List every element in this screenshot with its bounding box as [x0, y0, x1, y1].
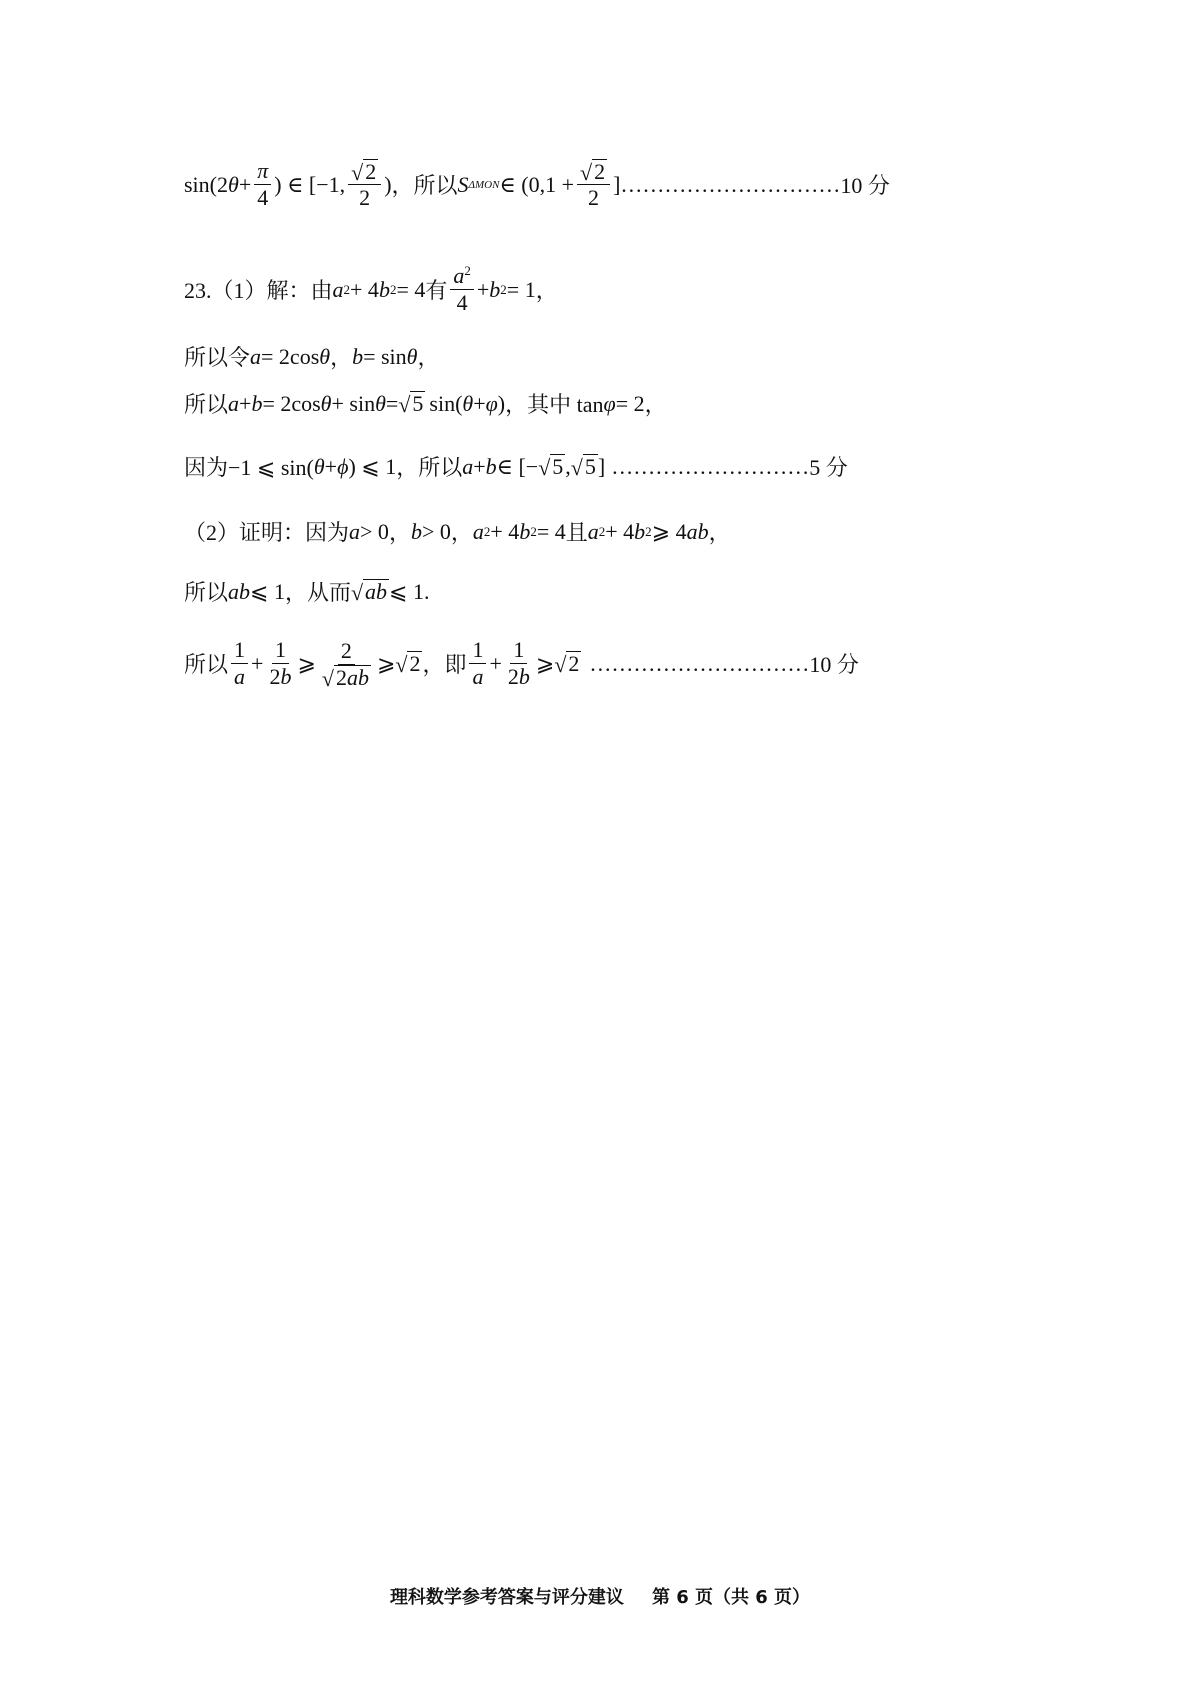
text: ) ⩽ 1	[348, 453, 397, 479]
var: a	[228, 390, 240, 416]
theta: θ	[375, 390, 386, 416]
numerator: 1	[272, 637, 289, 664]
denominator: 4	[456, 290, 468, 315]
var: b	[251, 390, 263, 416]
numerator: 1	[510, 637, 527, 664]
text: 所以令	[184, 345, 251, 370]
question-number: 23.（1）解：由	[184, 278, 333, 303]
text: + 4	[490, 518, 520, 544]
exponent: 2	[464, 263, 471, 279]
text: ，所以	[396, 455, 463, 480]
sqrt: √ 2	[577, 159, 610, 185]
var: b	[410, 518, 422, 544]
radicand: 2	[594, 158, 606, 184]
text: > 0	[421, 518, 451, 544]
text: ⩾	[297, 650, 316, 676]
radicand: 2	[409, 651, 421, 676]
radicand: 2	[365, 158, 377, 184]
text: > 0	[360, 518, 389, 544]
footer-title: 理科数学参考答案与评分建议	[389, 1587, 624, 1608]
numerator: 2	[338, 638, 355, 665]
radicand: 5	[412, 391, 424, 416]
var: b	[634, 518, 646, 544]
numerator: 1	[469, 637, 486, 664]
formula-line-6: （2）证明：因为 a > 0 ， b > 0 ， a 2 + 4 b 2 = 4 且 a 2 + 4 b 2 ⩾ 4 ab ，	[184, 516, 731, 547]
score-note: 5 分	[809, 455, 848, 480]
text: +	[324, 453, 338, 479]
text: ⩾ 4	[651, 518, 687, 544]
radicand: 2	[568, 651, 580, 676]
phi: φ	[485, 390, 498, 416]
text: =	[385, 390, 399, 416]
numerator: π	[254, 158, 271, 185]
var: b	[280, 664, 292, 689]
text: +	[476, 276, 490, 302]
phi: ϕ	[337, 453, 349, 479]
var: b	[352, 343, 364, 369]
sqrt: √ ab	[350, 579, 388, 605]
page-footer	[0, 1583, 1200, 1609]
coef: 2	[507, 664, 519, 689]
text: +	[251, 650, 264, 676]
text: +	[489, 650, 502, 676]
leader-dots: ………………………	[611, 453, 810, 479]
text: ⩾	[376, 650, 396, 676]
text: ]	[613, 171, 621, 197]
text: ，所以	[391, 173, 458, 198]
var: b	[485, 453, 497, 479]
text: （2）证明：因为	[184, 520, 350, 545]
text: +	[239, 390, 252, 416]
leader-dots: …………………………	[620, 171, 841, 197]
theta: θ	[406, 343, 418, 369]
text: )	[497, 390, 506, 416]
text: ，	[644, 392, 667, 417]
radicand: 5	[584, 454, 596, 479]
text: = 2cos	[262, 390, 321, 416]
radicand: ab	[365, 579, 388, 604]
var: a	[453, 263, 465, 288]
theta: θ	[462, 390, 474, 416]
fraction-sqrt2-over-2	[348, 159, 381, 211]
text: ，	[535, 278, 558, 303]
text: ，	[450, 520, 473, 545]
fraction-1-over-a	[231, 637, 248, 690]
var: a	[332, 276, 344, 302]
score-note: 10 分	[840, 173, 890, 198]
text: ，	[708, 520, 731, 545]
text: 所以	[184, 652, 229, 677]
leader-dots: …………………………	[589, 650, 810, 676]
text: = sin	[363, 343, 407, 369]
text: ，	[330, 345, 353, 370]
text: +	[238, 171, 252, 197]
text: ∈ [−	[496, 453, 539, 479]
phi: φ	[603, 390, 616, 416]
text: 因为−1 ⩽ sin(	[184, 455, 314, 480]
text: = 2	[615, 390, 645, 416]
denominator: 2	[588, 184, 600, 210]
formula-line-2: 23.（1）解：由 a 2 + 4 b 2 = 4 有 $\frac{a^2}{4}$ + b 2 = 1 ，	[184, 263, 558, 315]
radicand: 5	[552, 454, 564, 479]
var: a	[587, 518, 599, 544]
var: ab	[686, 518, 709, 544]
fraction-a2-over-4	[450, 263, 474, 316]
text: + 4	[605, 518, 635, 544]
var: b	[378, 276, 390, 302]
text: ∈ (0,1 +	[499, 171, 574, 197]
fraction-2-over-sqrt2ab	[319, 638, 374, 690]
formula-line-1: sin(2 θ + $\frac{\pi}{4}$ ) ∈ [−1, √ 2 2 ) ，所以 S ΔMON ∈ (0,1 + √ 2 2 ] ………………………… 10 分	[184, 158, 890, 210]
score-note: 10 分	[809, 652, 859, 677]
text: +	[473, 390, 486, 416]
var: b	[518, 664, 530, 689]
theta: θ	[320, 390, 332, 416]
coef: 2	[269, 664, 281, 689]
var: a	[462, 453, 474, 479]
theta: θ	[313, 453, 325, 479]
text: ，从而	[284, 580, 351, 605]
sqrt: √ 2	[348, 159, 381, 185]
text: 所以	[184, 580, 229, 605]
text: ，其中 tan	[505, 392, 604, 417]
text: = 4	[396, 276, 426, 302]
sqrt: √ 2	[395, 651, 421, 677]
text: ,	[565, 453, 571, 479]
var: b	[519, 518, 531, 544]
sqrt: √ 5	[538, 454, 564, 480]
text: 且	[565, 520, 588, 545]
sqrt: √ 2	[554, 651, 580, 677]
text: )	[384, 171, 392, 197]
formula-line-5	[184, 451, 848, 482]
coef: 2	[335, 664, 347, 690]
text: = 1	[506, 276, 536, 302]
sqrt: √ 5	[398, 391, 424, 417]
text: ，	[388, 520, 411, 545]
fraction-1-over-a	[469, 637, 486, 690]
text: = 2cos	[261, 343, 320, 369]
page-number: 第 6 页（共 6 页）	[651, 1587, 811, 1608]
text: ⩾	[535, 650, 555, 676]
formula-line-8	[184, 637, 859, 690]
text: ) ∈ [−1,	[274, 171, 346, 197]
text: ，	[417, 345, 440, 370]
var: ab	[228, 578, 251, 604]
var: a	[250, 343, 262, 369]
var: a	[349, 518, 361, 544]
formula-line-7	[184, 576, 429, 607]
sqrt: √ 2ab	[321, 664, 369, 691]
denominator: 4	[257, 185, 269, 210]
text: ，即	[422, 652, 467, 677]
denominator: a	[234, 664, 246, 689]
fraction-1-over-2b	[266, 637, 294, 690]
text: 所以	[184, 392, 229, 417]
text: + 4	[350, 276, 379, 302]
text: +	[473, 453, 486, 479]
text: ]	[597, 453, 606, 479]
sqrt: √ 5	[570, 454, 596, 480]
text: ⩽ 1.	[389, 578, 430, 604]
var: a	[472, 518, 484, 544]
fraction-1-over-2b	[505, 637, 533, 690]
formula-line-4	[184, 388, 667, 419]
text: ⩽ 1	[250, 578, 285, 604]
text: = 4	[536, 518, 566, 544]
var: ab	[346, 664, 369, 690]
fraction-sqrt2-over-2	[577, 159, 610, 211]
numerator: 1	[231, 637, 248, 664]
theta: θ	[228, 171, 239, 197]
fraction-pi-over-4	[254, 158, 271, 211]
text: + sin	[331, 390, 376, 416]
text: 有	[425, 278, 448, 303]
denominator: a	[472, 664, 484, 689]
var: b	[489, 276, 501, 302]
formula-line-3	[184, 341, 440, 372]
area-symbol: S	[457, 171, 469, 197]
text: sin(2	[184, 171, 228, 197]
text: sin(	[429, 390, 463, 416]
denominator: 2	[359, 184, 371, 210]
theta: θ	[319, 343, 331, 369]
